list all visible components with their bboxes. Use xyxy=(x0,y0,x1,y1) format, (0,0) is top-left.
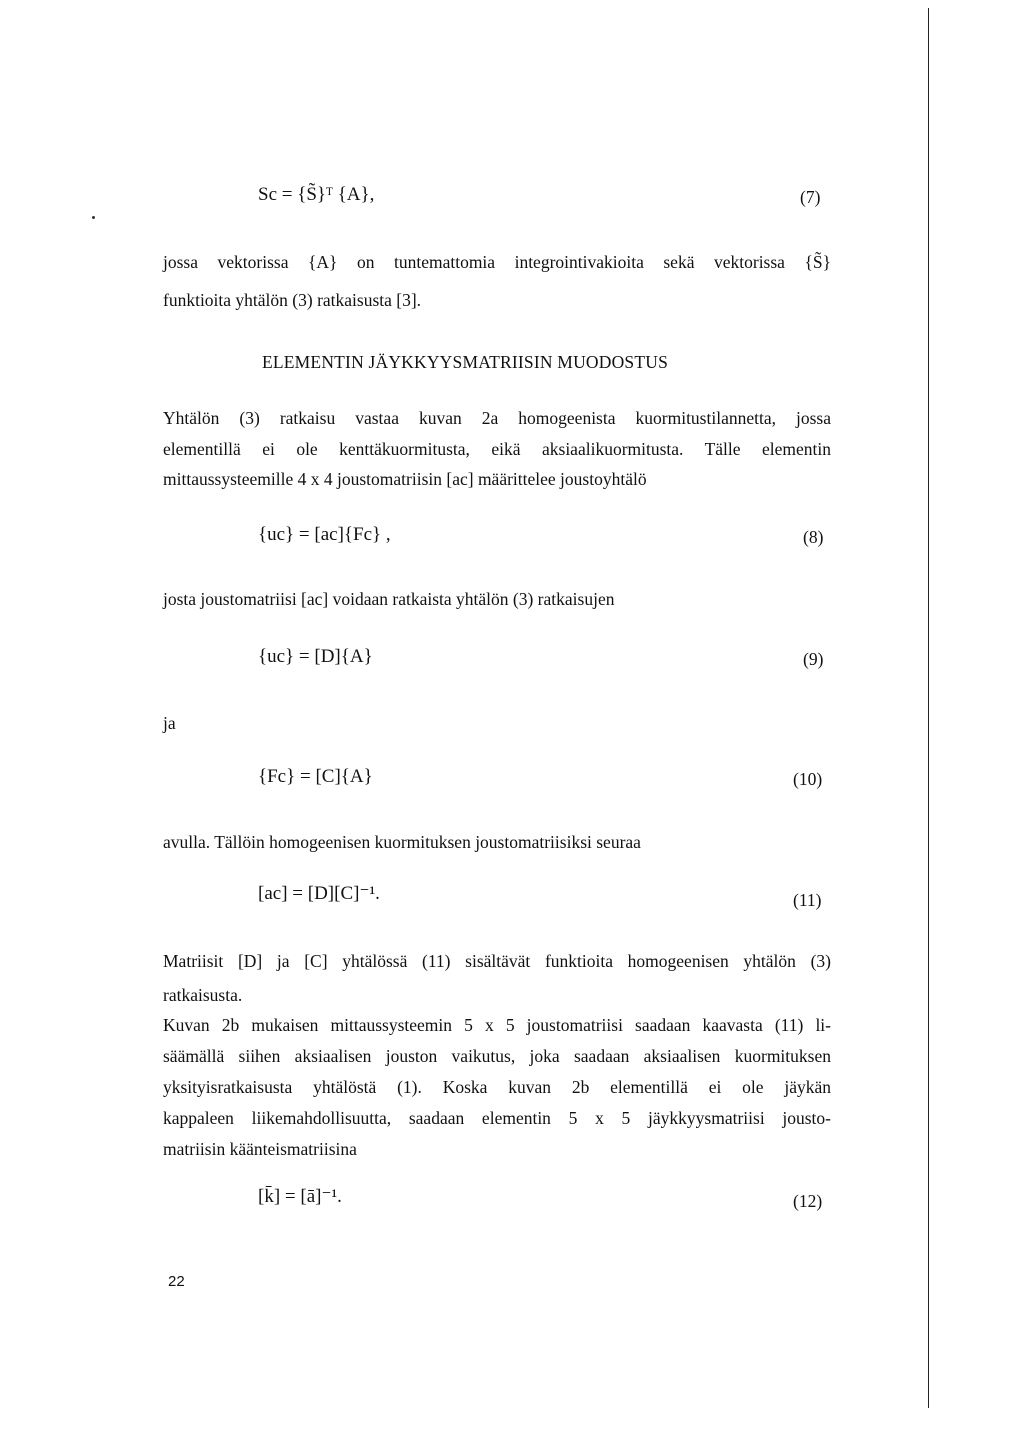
paragraph-6-line-2: säämällä siihen aksiaalisen jouston vaikutus, joka saadaan aksiaalisen kuormituksen xyxy=(163,1046,831,1066)
paragraph-6-line-4: kappaleen liikemahdollisuutta, saadaan elementin 5 x 5 jäykkyysmatriisi jousto- xyxy=(163,1108,831,1128)
paragraph-5-line-2: ratkaisusta. xyxy=(163,985,243,1005)
equation-8: {uc} = [ac]{Fc} , xyxy=(258,524,391,545)
paragraph-2-line-1: Yhtälön (3) ratkaisu vastaa kuvan 2a homogeenista kuormitustilannetta, jossa xyxy=(163,408,831,428)
equation-7-number: (7) xyxy=(800,187,821,207)
scan-speck xyxy=(92,216,95,219)
paragraph-2-line-3: mittaussysteemille 4 x 4 joustomatriisin [ac] määrittelee joustoyhtälö xyxy=(163,469,647,489)
equation-12-number: (12) xyxy=(793,1191,823,1211)
equation-10: {Fc} = [C]{A} xyxy=(258,766,373,787)
equation-7: Sc = {S̃}ᵀ {A}, xyxy=(258,184,375,205)
paragraph-6-line-5: matriisin käänteismatriisina xyxy=(163,1139,357,1159)
connector-ja: ja xyxy=(163,713,176,733)
margin-rule xyxy=(928,8,929,1408)
equation-9-number: (9) xyxy=(803,649,824,669)
paragraph-6-line-1: Kuvan 2b mukaisen mittaussysteemin 5 x 5 joustomatriisi saadaan kaavasta (11) li- xyxy=(163,1015,831,1035)
section-heading: ELEMENTIN JÄYKKYYSMATRIISIN MUODOSTUS xyxy=(262,352,669,372)
equation-11: [ac] = [D][C]⁻¹. xyxy=(258,883,380,904)
paragraph-3-line-1: josta joustomatriisi [ac] voidaan ratkaista yhtälön (3) ratkaisujen xyxy=(163,589,615,609)
equation-8-number: (8) xyxy=(803,527,824,547)
equation-12: [k̄] = [ā]⁻¹. xyxy=(258,1186,342,1207)
paragraph-1-line-1: jossa vektorissa {A} on tuntemattomia integrointivakioita sekä vektorissa {S̃} xyxy=(163,252,831,272)
paragraph-6-line-3: yksityisratkaisusta yhtälöstä (1). Koska kuvan 2b elementillä ei ole jäykän xyxy=(163,1077,831,1097)
paragraph-5-line-1: Matriisit [D] ja [C] yhtälössä (11) sisältävät funktioita homogeenisen yhtälön (3) xyxy=(163,951,831,971)
equation-11-number: (11) xyxy=(793,890,822,910)
paragraph-2-line-2: elementillä ei ole kenttäkuormitusta, eikä aksiaalikuormitusta. Tälle elementin xyxy=(163,439,831,459)
equation-10-number: (10) xyxy=(793,769,823,789)
equation-9: {uc} = [D]{A} xyxy=(258,646,373,667)
paragraph-1-line-2: funktioita yhtälön (3) ratkaisusta [3]. xyxy=(163,290,422,310)
paragraph-4-line-1: avulla. Tällöin homogeenisen kuormituksen joustomatriisiksi seuraa xyxy=(163,832,641,852)
page-number: 22 xyxy=(168,1273,185,1290)
